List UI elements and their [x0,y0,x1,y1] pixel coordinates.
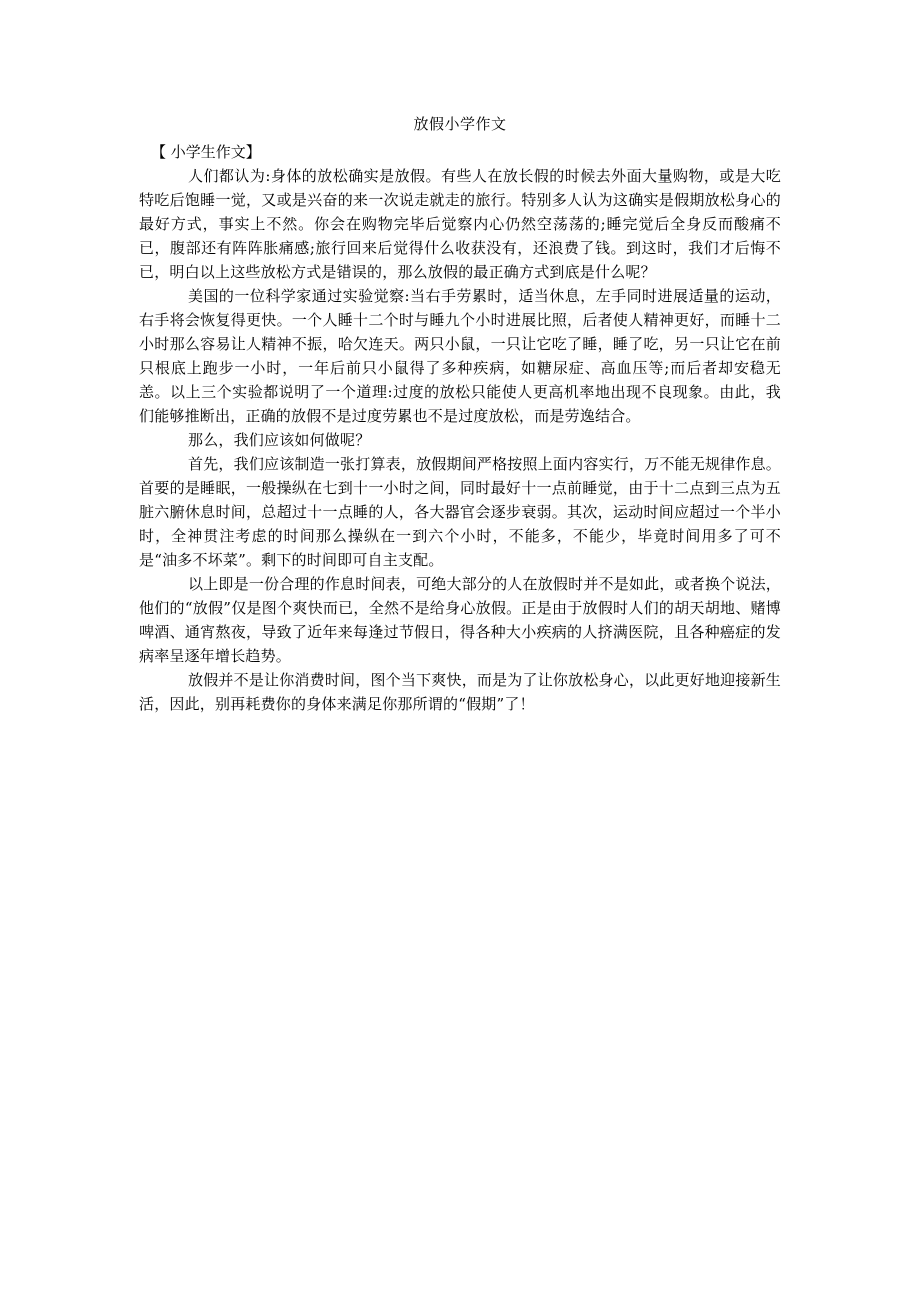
paragraph-6: 放假并不是让你消费时间，图个当下爽快，而是为了让你放松身心，以此更好地迎接新生活，因此，别再耗费你的身体来满足你那所谓的“假期”了！ [139,671,781,713]
paragraph-1: 人们都认为:身体的放松确实是放假。有些人在放长假的时候去外面大量购物，或是大吃特吃后饱睡一觉，又或是兴奋的来一次说走就走的旅行。特别多人认为这确实是假期放松身心的最好方式，事实上不然。你会在购物完毕后觉察内心仍然空荡荡的;睡完觉后全身反而酸痛不已，腹部还有阵阵胀痛感;旅行回来后觉得什么收获没有，还浪费了钱。到这时，我们才后悔不已，明白以上这些放松方式是错误的，那么放假的最正确方式到底是什么呢？ [139,167,781,281]
category-label: 【 小学生作文】 [151,143,261,161]
paragraph-2: 美国的一位科学家通过实验觉察:当右手劳累时，适当休息，左手同时进展适量的运动，右手将会恢复得更快。一个人睡十二个时与睡九个小时进展比照，后者使人精神更好，而睡十二小时那么容易让人精神不振，哈欠连天。两只小鼠，一只让它吃了睡，睡了吃，另一只让它在前只根底上跑步一小时，一年后前只小鼠得了多种疾病，如糖尿症、高血压等;而后者却安稳无恙。以上三个实验都说明了一个道理:过度的放松只能使人更高机率地出现不良现象。由此，我们能够推断出，正确的放假不是过度劳累也不是过度放松，而是劳逸结合。 [139,287,781,425]
paragraph-3: 那么，我们应该如何做呢？ [188,431,371,449]
document-body [139,112,781,716]
document-title: 放假小学作文 [413,115,507,133]
paragraph-5: 以上即是一份合理的作息时间表，可绝大部分的人在放假时并不是如此，或者换个说法，他们的“放假”仅是图个爽快而已，全然不是给身心放假。正是由于放假时人们的胡天胡地、赌博啤酒、通宵熬夜，导致了近年来每逢过节假日，得各种大小疾病的人挤满医院，且各种癌症的发病率呈逐年增长趋势。 [139,575,781,665]
paragraph-4: 首先，我们应该制造一张打算表，放假期间严格按照上面内容实行，万不能无规律作息。首要的是睡眠，一般操纵在七到十一小时之间，同时最好十一点前睡觉，由于十二点到三点为五脏六腑休息时间，总超过十一点睡的人，各大器官会逐步衰弱。其次，运动时间应超过一个半小时，全神贯注考虑的时间那么操纵在一到六个小时，不能多，不能少，毕竟时间用多了可不是“油多不坏菜”。剩下的时间即可自主支配。 [139,455,781,569]
